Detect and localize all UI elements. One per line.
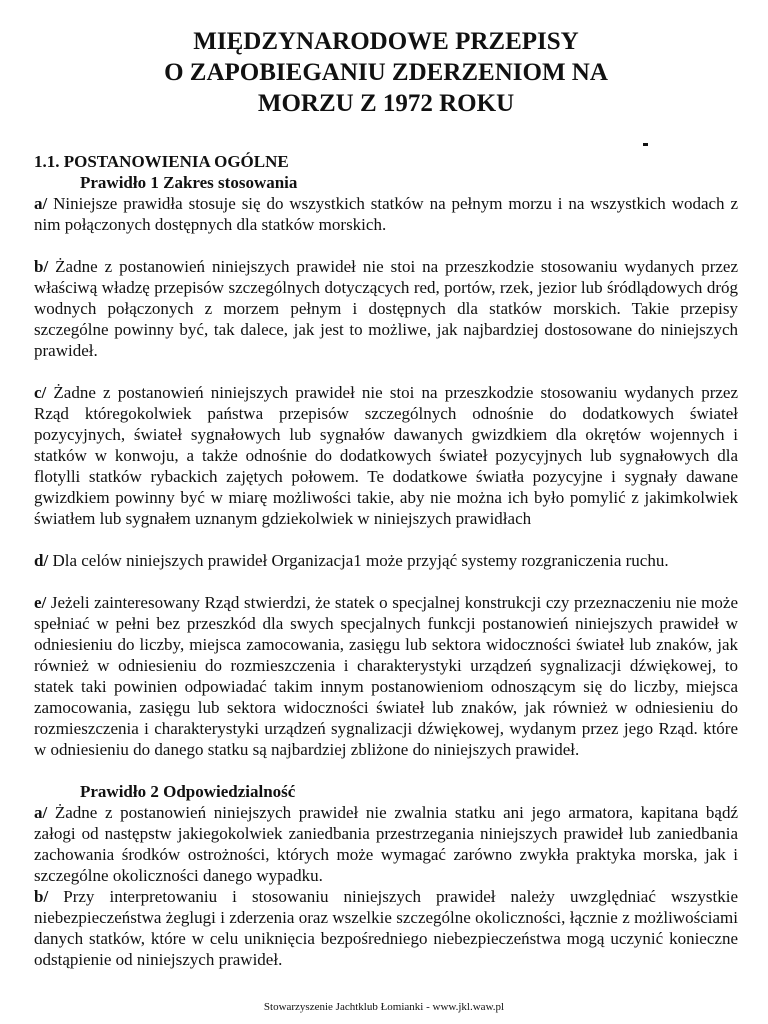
title-line: O ZAPOBIEGANIU ZDERZENIOM NA	[164, 59, 608, 86]
rule-1-paragraph-c	[34, 382, 738, 529]
paragraph-text: Jeżeli zainteresowany Rząd stwierdzi, że statek o specjalnej konstrukcji czy przeznaczeniu nie może spełniać w pełni bez przeszkód dla swych specjalnych funkcji postanowień niniejszych prawideł w odniesieniu do liczby, miejsca zamocowania, zasięgu lub sektora widoczności świateł lub znaków, jak również w odniesieniu do rozmieszczenia i charakterystyki urządzeń sygnalizacji dźwiękowej, to statek taki powinien odpowiadać takim innym postanowieniom odnoszącym się do liczby, miejsca zamocowania, zasięgu lub sektora widoczności świateł lub znaków, jak również w odniesieniu do rozmieszczenia i charakterystyki urządzeń sygnalizacji dźwiękowej, wydanym przez jego Rząd. które w odniesieniu do danego statku są najbardziej zbliżone do niniejszych prawideł.	[34, 593, 738, 759]
paragraph-text: Przy interpretowaniu i stosowaniu niniejszych prawideł należy uwzględniać wszystkie niebezpieczeństwa żeglugi i zderzenia oraz wszelkie szczególne okoliczności, łącznie z możliwościami danych statków, które w celu uniknięcia bezpośredniego niebezpieczeństwa mogą uczynić konieczne odstąpienie od niniejszych prawideł.	[34, 887, 738, 969]
paragraph-text: Żadne z postanowień niniejszych prawideł nie stoi na przeszkodzie stosowaniu wydanych przez Rząd któregokolwiek państwa przepisów szczególnych odnośnie do dodatkowych świateł pozycyjnych, świateł sygnałowych lub sygnałów dawanych gwizdkiem dla okrętów wojennych i statków w konwoju, a także odnośnie do dodatkowych świateł pozycyjnych lub sygnałowych dla flotylli statków rybackich zajętych połowem. Te dodatkowe światła pozycyjne i sygnały dawane gwizdkiem powinny być w miarę możliwości takie, aby nie można ich było pomylić z jakimkolwiek światłem lub sygnałem uznanym gdziekolwiek w niniejszych prawidłach	[34, 383, 738, 528]
paragraph-text: Dla celów niniejszych prawideł Organizacja1 może przyjąć systemy rozgraniczenia ruchu.	[48, 551, 669, 570]
paragraph-text: Żadne z postanowień niniejszych prawideł nie zwalnia statku ani jego armatora, kapitana bądź załogi od następstw jakiegokolwiek zaniedbania przestrzegania niniejszych prawideł lub zaniedbania zachowania środków ostrożności, których może wymagać zarówno zwykła praktyka morska, jak i szczególne okoliczności danego wypadku.	[34, 803, 738, 885]
paragraph-label: a/	[34, 803, 48, 822]
title-line: MIĘDZYNARODOWE PRZEPISY	[193, 28, 579, 55]
paragraph-label: c/	[34, 383, 47, 402]
rule-2-heading: Prawidło 2 Odpowiedzialność	[80, 782, 296, 801]
paragraph-text: Żadne z postanowień niniejszych prawideł nie stoi na przeszkodzie stosowaniu wydanych przez właściwą władzę przepisów szczególnych dotyczących red, portów, rzek, jezior lub śródlądowych dróg wodnych połączonych z morzem pełnym i dostępnych dla statków morskich. Takie przepisy szczególne powinny być, tak dalece, jak jest to możliwe, jak najbardziej dostosowane do niniejszych prawideł.	[34, 257, 738, 360]
paragraph-label: e/	[34, 593, 47, 612]
rule-1-paragraph-e	[34, 592, 738, 760]
rule-1-paragraph-d	[34, 550, 738, 571]
page-footer: Stowarzyszenie Jachtklub Łomianki - www.jkl.waw.pl	[263, 1001, 505, 1013]
title-line: MORZU Z 1972 ROKU	[257, 90, 515, 117]
document-page	[34, 26, 738, 970]
section-heading: 1.1. POSTANOWIENIA OGÓLNE	[34, 152, 289, 171]
paragraph-label: d/	[34, 551, 49, 570]
rule-1-heading: Prawidło 1 Zakres stosowania	[80, 173, 298, 192]
paragraph-label: a/	[34, 194, 48, 213]
rule-2-paragraph-a	[34, 802, 738, 886]
document-title	[34, 26, 738, 119]
paragraph-label: b/	[34, 887, 49, 906]
stray-mark	[643, 143, 648, 146]
rule-2-paragraph-b	[34, 886, 738, 970]
rule-1-paragraph-a	[34, 193, 738, 235]
paragraph-label: b/	[34, 257, 49, 276]
paragraph-text: Niniejsze prawidła stosuje się do wszystkich statków na pełnym morzu i na wszystkich wodach z nim połączonych dostępnych dla statków morskich.	[34, 194, 738, 234]
rule-1-paragraph-b	[34, 256, 738, 361]
